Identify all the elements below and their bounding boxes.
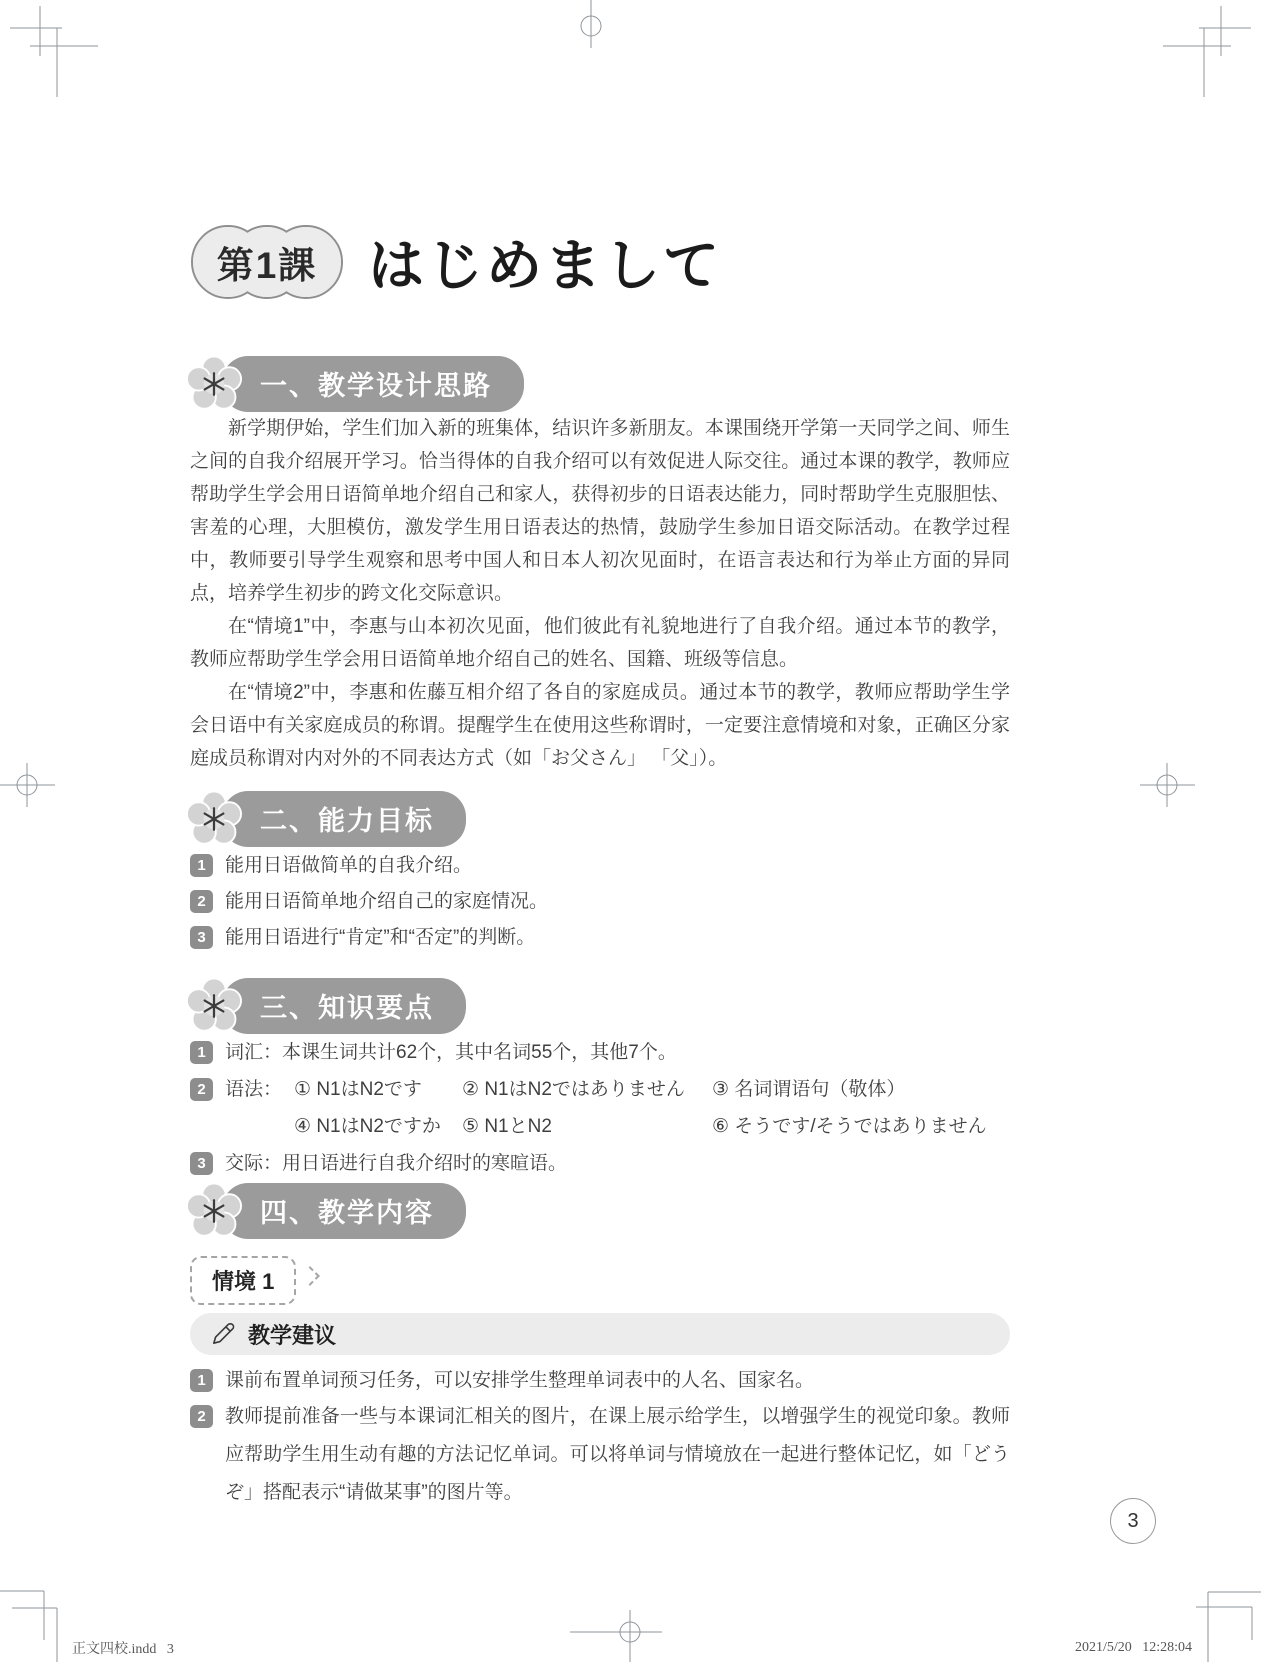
lesson-number-badge xyxy=(190,224,344,300)
advice-item-text: 课前布置单词预习任务，可以安排学生整理单词表中的人名、国家名。 xyxy=(225,1370,815,1391)
comm-label: 交际： xyxy=(225,1153,283,1174)
design-paragraph-1: 新学期伊始，学生们加入新的班集体，结识许多新朋友。本课围绕开学第一天同学之间、师生之间的自我介绍展开学习。恰当得体的自我介绍可以有效促进人际交往。通过本课的教学，教师应帮助学生学会用日语简单地介绍自己和家人，获得初步的日语表达能力，同时帮助学生克服胆怯、害羞的心理，大胆模仿，激发学生用日语表达的热情，鼓励学生参加日语交际活动。在教学过程中，教师要引导学生观察和思考中国人和日本人初次见面时，在语言表达和行为举止方面的异同点，培养学生初步的跨文化交际意识。 xyxy=(190,418,1010,604)
flower-icon xyxy=(186,978,242,1034)
lesson-title: はじめまして xyxy=(368,234,722,297)
list-item xyxy=(190,1368,1010,1400)
comm-text: 用日语进行自我介绍时的寒暄语。 xyxy=(282,1153,568,1174)
list-item xyxy=(190,925,1010,950)
section-heading-design xyxy=(186,356,524,412)
section-title-knowledge: 三、知识要点 xyxy=(222,978,466,1034)
vocab-text: 本课生词共计62个，其中名词55个，其他7个。 xyxy=(282,1042,677,1063)
grammar-point-5: ⑤ N1とN2 xyxy=(462,1116,552,1137)
knowledge-list xyxy=(190,1040,1010,1188)
design-paragraphs xyxy=(190,412,1010,775)
section-title-design: 一、教学设计思路 xyxy=(222,356,524,412)
number-badge: 3 xyxy=(190,926,213,949)
grammar-point-4: ④ N1はN2ですか xyxy=(294,1116,441,1137)
section-title-content: 四、教学内容 xyxy=(222,1183,466,1239)
list-item xyxy=(190,889,1010,914)
lesson-number-text: 第1課 xyxy=(216,245,318,286)
ability-item-text: 能用日语做简单的自我介绍。 xyxy=(225,855,473,876)
grammar-label: 语法： xyxy=(225,1079,283,1100)
scenario-label: 情境 1 xyxy=(190,1256,296,1305)
number-badge: 1 xyxy=(190,1369,213,1392)
footer-filename: 正文四校.indd 3 xyxy=(72,1642,174,1657)
list-item-communication xyxy=(190,1151,1010,1176)
number-badge: 1 xyxy=(190,854,213,877)
list-item-vocab xyxy=(190,1040,1010,1065)
number-badge: 2 xyxy=(190,1078,213,1101)
advice-item-text: 教师提前准备一些与本课词汇相关的图片，在课上展示给学生，以增强学生的视觉印象。教师应帮助学生用生动有趣的方法记忆单词。可以将单词与情境放在一起进行整体记忆，如「どうぞ」搭配表示“请做某事”的图片等。 xyxy=(225,1406,1010,1503)
flower-icon xyxy=(186,356,242,412)
design-paragraph-2: 在“情境1”中，李惠与山本初次见面，他们彼此有礼貌地进行了自我介绍。通过本节的教学，教师应帮助学生学会用日语简单地介绍自己的姓名、国籍、班级等信息。 xyxy=(190,616,1010,670)
advice-bar xyxy=(190,1313,1010,1355)
number-badge: 2 xyxy=(190,890,213,913)
scenario-tag xyxy=(190,1256,296,1305)
flower-icon xyxy=(186,1183,242,1239)
grammar-point-2: ② N1はN2ではありません xyxy=(462,1079,685,1100)
number-badge: 3 xyxy=(190,1152,213,1175)
design-paragraph-3: 在“情境2”中，李惠和佐藤互相介绍了各自的家庭成员。通过本节的教学，教师应帮助学生学会日语中有关家庭成员的称谓。提醒学生在使用这些称谓时，一定要注意情境和对象，正确区分家庭成员称谓对内对外的不同表达方式（如「お父さん」 「父」）。 xyxy=(190,682,1010,769)
lesson-title-row xyxy=(190,222,722,302)
page-number-badge: 3 xyxy=(1110,1498,1156,1544)
advice-list xyxy=(190,1368,1010,1516)
ability-item-text: 能用日语简单地介绍自己的家庭情况。 xyxy=(225,891,549,912)
section-heading-content xyxy=(186,1183,466,1239)
chevron-right-icon xyxy=(300,1266,320,1286)
section-heading-knowledge xyxy=(186,978,466,1034)
grammar-point-6: ⑥ そうです/そうではありません xyxy=(712,1116,987,1137)
pencil-icon xyxy=(210,1321,236,1347)
number-badge: 2 xyxy=(190,1405,213,1428)
list-item xyxy=(190,853,1010,878)
section-title-ability: 二、能力目标 xyxy=(222,791,466,847)
section-heading-ability xyxy=(186,791,466,847)
advice-title: 教学建议 xyxy=(248,1322,337,1348)
number-badge: 1 xyxy=(190,1041,213,1064)
list-item xyxy=(190,1404,1010,1512)
footer-timestamp: 2021/5/20 12:28:04 xyxy=(1075,1640,1193,1655)
ability-item-text: 能用日语进行“肯定”和“否定”的判断。 xyxy=(225,927,536,948)
grammar-point-3: ③ 名词谓语句（敬体） xyxy=(712,1079,906,1100)
ability-list xyxy=(190,853,1010,961)
vocab-label: 词汇： xyxy=(225,1042,283,1063)
flower-icon xyxy=(186,791,242,847)
grammar-point-1: ① N1はN2です xyxy=(294,1079,422,1100)
grammar-grid xyxy=(294,1077,1010,1139)
list-item-grammar xyxy=(190,1077,1010,1139)
